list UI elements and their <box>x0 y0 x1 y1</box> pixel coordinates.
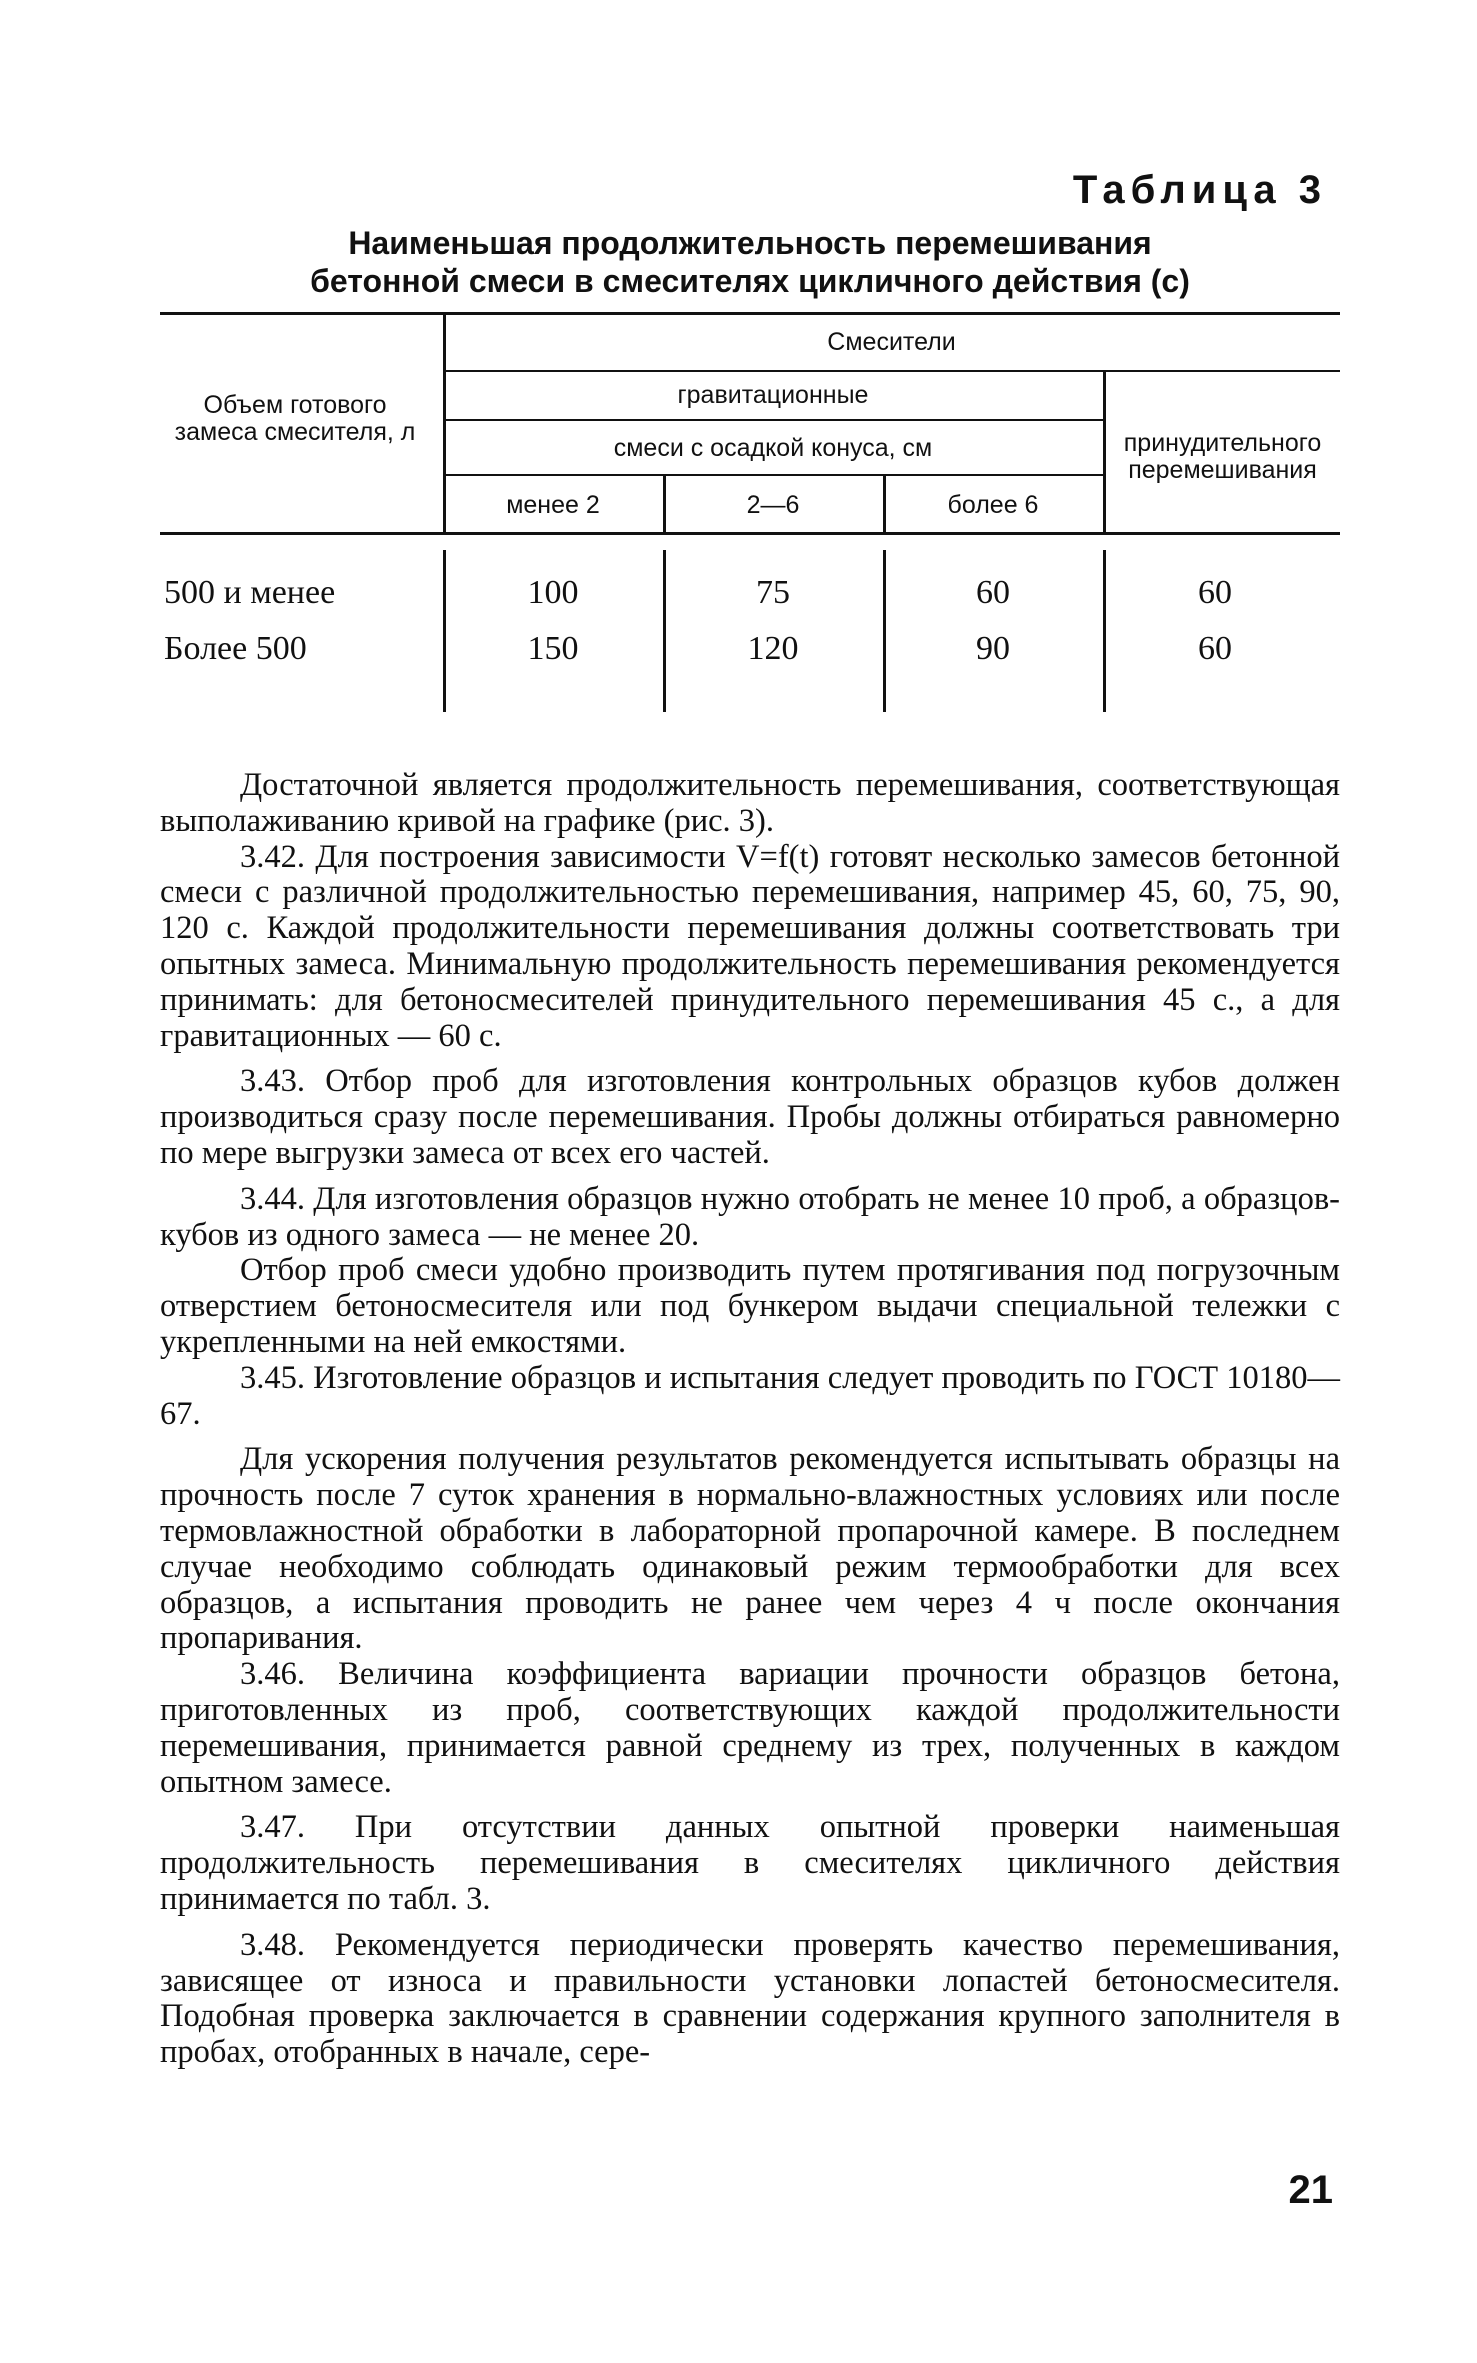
table-header-bottom-rule <box>160 532 1340 535</box>
header-gravity: гравитационные <box>677 381 869 409</box>
mixing-duration-table <box>160 312 1340 712</box>
header-less-than-2: менее 2 <box>506 491 600 519</box>
header-more-than-6: более 6 <box>947 491 1039 519</box>
column-divider-2-body <box>663 550 666 712</box>
cell-1-more-than-6: 60 <box>976 574 1010 611</box>
table-title-line-1: Наименьшая продолжительность перемешивания <box>348 225 1152 261</box>
paragraph-3-42: 3.42. Для построения зависимости V=f(t) готовят несколько замесов бетонной смеси с различной продолжительностью перемешивания, например 45, 60, 75, 90, 120 с. Каждой продолжительности перемешивания должны соответствовать три опытных замеса. Минимальную продолжительность перемешивания рекомендуется принимать: для бетоносмесителей принудительного перемешивания 45 с., а для гравитационных — 60 с. <box>160 838 1340 1054</box>
paragraph-acceleration: Для ускорения получения результатов рекомендуется испытывать образцы на прочность после 7 суток хранения в нормально-влажностных условиях или после термовлажностной обработки в лабораторной пропарочной камере. В последнем случае необходимо соблюдать одинаковый режим термообработки для всех образцов, а испытания проводить не ранее чем через 4 ч после окончания пропаривания. <box>160 1441 1340 1657</box>
table-label: Таблица 3 <box>1072 168 1327 212</box>
paragraph-3-46: 3.46. Величина коэффициента вариации прочности образцов бетона, приготовленных из проб, соответствующих каждой продолжительности перемешивания, принимается равной среднему из трех, полученных в каждом опытном замесе. <box>160 1656 1340 1800</box>
paragraph-3-45: 3.45. Изготовление образцов и испытания следует проводить по ГОСТ 10180—67. <box>160 1359 1340 1432</box>
header-volume: Объем готового замеса смесителя, л <box>174 391 416 446</box>
cell-1-less-than-2: 100 <box>527 574 579 611</box>
header-mixers: Смесители <box>827 328 956 356</box>
paragraph-3-48: 3.48. Рекомендуется периодически проверять качество перемешивания, зависящее от износа и правильности установки лопастей бетоносмесителя. Подобная проверка заключается в сравнении содержания крупного заполнителя в пробах, отобранных в начале, сере- <box>160 1926 1340 2071</box>
column-divider-3-body <box>883 550 886 712</box>
header-forced: принудительного перемешивания <box>1123 429 1322 484</box>
cell-1-2-to-6: 75 <box>756 574 790 611</box>
cell-2-forced: 60 <box>1198 630 1232 667</box>
paragraph-3-43: 3.43. Отбор проб для изготовления контрольных образцов кубов должен производиться сразу после перемешивания. Пробы должны отбираться равномерно по мере выгрузки замеса от всех его частей. <box>160 1063 1340 1171</box>
mixers-header-rule <box>443 370 1340 372</box>
paragraph-3-47: 3.47. При отсутствии данных опытной проверки наименьшая продолжительность перемешивания в смесителях цикличного действия принимается по табл. 3. <box>160 1809 1340 1917</box>
row-label-1: 500 и менее <box>164 574 336 611</box>
gravity-header-rule <box>443 419 1103 421</box>
row-label-2: Более 500 <box>164 630 307 667</box>
column-divider-1-body <box>443 550 446 712</box>
cell-2-2-to-6: 120 <box>747 630 799 667</box>
paragraph-intro: Достаточной является продолжительность перемешивания, соответствующая выполаживанию кривой на графике (рис. 3). <box>160 767 1340 839</box>
cell-2-more-than-6: 90 <box>976 630 1010 667</box>
column-divider-4 <box>1103 372 1106 532</box>
paragraph-sampling: Отбор проб смеси удобно производить путем протягивания под погрузочным отверстием бетоносмесителя или под бункером выдачи специальной тележки с укрепленными на ней емкостями. <box>160 1252 1340 1360</box>
page-number: 21 <box>1288 2168 1333 2212</box>
paragraph-3-44: 3.44. Для изготовления образцов нужно отобрать не менее 10 проб, а образцов-кубов из одного замеса — не менее 20. <box>160 1180 1340 1253</box>
cell-1-forced: 60 <box>1198 574 1232 611</box>
header-2-to-6: 2—6 <box>746 491 800 519</box>
table-title <box>160 224 1340 300</box>
cell-2-less-than-2: 150 <box>527 630 579 667</box>
column-divider-4-body <box>1103 550 1106 712</box>
slump-header-rule <box>443 474 1103 476</box>
table-title-line-2: бетонной смеси в смесителях цикличного действия (с) <box>310 263 1190 299</box>
body-text <box>160 768 1340 2071</box>
header-slump: смеси с осадкой конуса, см <box>613 434 933 462</box>
table-top-rule <box>160 312 1340 315</box>
